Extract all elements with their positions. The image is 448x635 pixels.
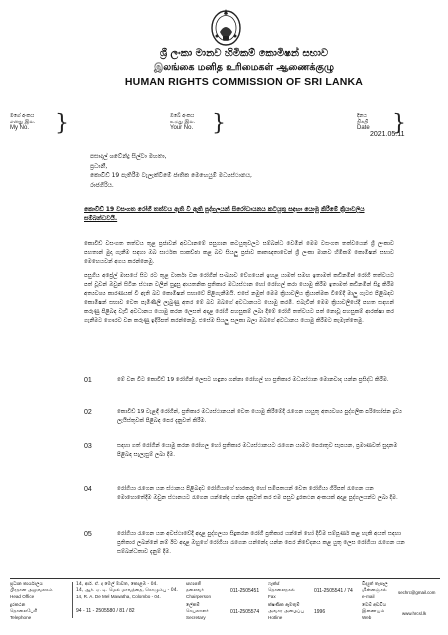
- item-number: 01: [84, 377, 92, 384]
- fax-value: 011-2505541 / 74: [314, 588, 353, 594]
- email-en: e-mail: [362, 594, 375, 599]
- your-number-brace: }: [212, 111, 226, 136]
- chair-si: සභාපති: [186, 582, 202, 587]
- my-number-label-si: මගේ අංකය: [10, 113, 35, 119]
- tel-en: Telephone: [10, 615, 32, 620]
- item-text: මේ වන විට කොවිඩ් 19 රෝගීන් ලෙසට හඳුනා ගන්නා රෝහල් හා ප්‍රතිකාර මධ්‍යස්ථාන මොනවාද යන්න ප්‍රසිද්ධ කිරීම.: [117, 377, 389, 383]
- footer-hotline-label: [268, 603, 314, 621]
- footer-head-office-label: [10, 582, 70, 600]
- sec-si: ලේකම්: [186, 603, 200, 608]
- telephone-value: 94 - 11 - 2505580 / 81 / 82: [76, 608, 135, 614]
- email-ta: மின்னஞ்சல்: [362, 588, 387, 593]
- your-number-block: [170, 113, 195, 131]
- footer-web-label: [362, 603, 402, 621]
- footer-address: [76, 582, 186, 600]
- address-line: ප්‍රධානී,: [90, 162, 108, 170]
- footer-email-label: [362, 582, 402, 600]
- item-text: කොවිඩ් 19 වැළඳී රෝගීන්, ප්‍රතිකාර මධ්‍යස්ථානයන් වෙත යොමු කිරීමේදී රැගෙන යායුතු අත්‍යවශ්‍ය පුද්ගලික පරිභෝජන ද්‍රව්‍ය ලැයිස්තුවක් පිළිබඳ පෙර දැනුවත් කිරීම.: [117, 409, 402, 424]
- item-text: රෝගියා රැගෙන යන ස්ථානය පිළිබඳව රෝගියාගේ භාරකරු හෝ සමීපතයන් වෙත රෝගියා ගිරිපත් රැගෙන යන මොහොතේදීම ඔවුන ස්ථානයට රැගෙන යන්නේද යන්න දැනුවත් කර එම පසුව දුරකථන අංකයක් අදාළ පුද්ගලයන්ට ලබා දීම.: [117, 486, 398, 501]
- letter-subject: කොවිඩ් 19 වසංගත රෝගී තත්වය ඇති වී ඇති පුද්ගලයන් සිරෝධායනය කටයුතු සඳහා යොමු කිරීමේ ක්‍රියාවලිය සම්බන්ධවයි.: [84, 206, 365, 222]
- body-paragraph-1: කොවිඩ් වසංගත තත්වය තුළ ප්‍රජාවන් අවධානමේ පසුගාන කටයුතුවලට සම්බන්ධ වෙමින් මෙම වසංගත තත්වයෙන් ශ්‍රී ලංකාව පහතාන් මුදා ගැනීම සඳහා ඔබ සාර්ථක සාකච්ඡා කළ බව සියලු ප්‍රජාව කෘතඥතාවෙන් ශ්‍රී ලංකා මානව හිමිකම් කොමිෂන් සභාව මෙහෙයවන් අගය කරන්නෙමු.: [84, 241, 394, 265]
- sec-en: Secretary: [186, 615, 206, 620]
- secretary-value: 011-2505574: [230, 609, 260, 615]
- your-number-label-si: ඔබේ අංකය: [170, 113, 195, 119]
- chair-ta: தலைவர்: [186, 588, 204, 593]
- email-value[interactable]: sechrc@gmail.com: [398, 590, 436, 595]
- org-name-sinhala: ශ්‍රී ලංකා මානව හිමිකම් කොමිෂන් සභාව: [159, 48, 329, 59]
- date-label-en: Date: [357, 125, 370, 131]
- date-label-si: දිනය: [357, 113, 367, 119]
- tel-ta: தொலைபேசி: [10, 609, 38, 614]
- item-number: 03: [84, 443, 92, 450]
- date-label-ta: திகதி: [357, 119, 369, 125]
- footer-fax-label: [268, 582, 314, 600]
- national-emblem-logo: [209, 6, 243, 48]
- item-text: සඳහා ගත් රෝගීන් යොමු කරන රෝහල හෝ ප්‍රතිකාර මධ්‍යස්ථානයට රැගෙන යාමට පෙරාතුව සැපයන, ප්‍රමාණවත් සුදානම පිළිබඳ සැලැසුම් ලබා දීම.: [117, 443, 398, 458]
- address-si: 14, ආර්. ඒ. ද මෙල් මාවත, කොළඹ - 04.: [76, 582, 158, 587]
- head-office-en: Head Office: [10, 594, 35, 599]
- address-line: කොවිඩ් 19 පැතිරීම වැලැක්වීමේ ජාතික මෙහෙයුම් මධ්‍යස්ථානය,: [90, 172, 252, 179]
- recipient-address: [90, 152, 390, 190]
- body-paragraph-2: පසුගිය අප්‍රේල් මාසයේ සිට රට තුළ වාර්තා වන රෝගීන් සංඛ්‍යාව වේගයෙන් ඉහළ යාමත් සමඟ ඉතාමත් කඩිනමින් රෝගී තත්වයට පත් වූවන් ඔවුන් සිටින ස්ථාන වලින් සුදුසු ආයතනික ප්‍රතිකාර මධ්‍යස්ථාන හෝ රෝහල් කරා යොමු කිරීම ඉතාමත් කඩිනමින් සිදු කිරීම අත්‍යවශ්‍ය කාරණයක් වී ඇති බව කොමිෂන් සභාවේ පිළිගැනීමයි. එසේ නමුත් මෙම ක්‍රියාවලිය ක්‍රියාත්මක වීමේදී මාලු ගැටළු පිළිබඳව කොමිෂන් සභාව වෙත පැමිණිලි ලැබුණු අතර මේ බව ඔබගේ අවධානයට යොමු කරමි. එබැවින් මෙම ක්‍රියාවලියේදී පහත සඳහන් කරුණු පිළිබඳ වැඩි අවධානය යොමු කරන ලෙසත් අදාළ රෝගී පහසුකම් ලබා දීමේ රෝගී තත්වයට පත් නොවූ පහසුකම් ආරක්ෂා කර ගැනීමට ගෞරව වන කරුණු ඉදිරිපත් කරන්නෙමු. එසේම සියලු සලකා බලා ඔබගේ අවධානය යොමු කිරීමට කැමැත්තෙමු.: [84, 273, 394, 324]
- date-brace: }: [392, 111, 406, 136]
- hotline-en: Hotline: [268, 615, 283, 620]
- my-number-brace: }: [55, 111, 69, 136]
- item-text: රෝගියා රැගෙන යන අවස්ථාවේදී අදාළ පුද්ගලයා සිදුකරන රෝගී ප්‍රතිකාර යන්නේ හෝ දිවීම සම්පූර්ණ කළ හැකි අයත් සඳහා ප්‍රතිකාර ලබන්නේ නම් ඊට අදාළ ඔහුගේ රෝගියා රැගෙන යන්නේද යන්න පෙර නිවේදනය කළ යුතු ලෙස රෝගියා රැගෙන යන සම්බන්ධතාව දැනුම් දීම.: [117, 531, 405, 555]
- tel-si: දුරකථන: [10, 603, 26, 608]
- chair-value: 011-2505451: [230, 588, 260, 594]
- your-number-label-ta: உமது இல.: [170, 119, 196, 125]
- email-si: විද්‍යුත් තැපෑල: [362, 582, 388, 587]
- address-ta: 14, ஆர். ஏ. டி. மெல் மாவத்தை, கொழும்பு - 04.: [76, 588, 179, 593]
- org-name-english: HUMAN RIGHTS COMMISSION OF SRI LANKA: [124, 76, 364, 88]
- date-block: [357, 113, 370, 131]
- web-si: වෙබ් අඩවිය: [362, 603, 387, 608]
- hotline-si: ක්ෂණික ඇමතුම්: [268, 603, 300, 608]
- item-number: 02: [84, 409, 92, 416]
- address-line: රාජගිරිය.: [90, 181, 114, 189]
- your-number-label-en: Your No.: [170, 125, 194, 131]
- fax-si: ෆැක්ස්: [268, 582, 280, 587]
- hotline-value: 1996: [314, 609, 326, 615]
- footer-secretary-label: [186, 603, 226, 621]
- web-value[interactable]: www.hrcsl.lk: [402, 611, 427, 616]
- web-ta: இணையம்: [362, 609, 385, 614]
- footer-separator: [72, 582, 73, 618]
- footer-divider: [10, 578, 440, 579]
- date-value: 2021.05.11: [370, 131, 405, 138]
- chair-en: Chairperson: [186, 594, 212, 599]
- footer-telephone-label: [10, 603, 70, 621]
- item-number: 04: [84, 486, 92, 493]
- address-line: පසාදල් ශවේන්ද්‍ර සිල්වා මහතා,: [90, 153, 167, 160]
- footer-chair-label: [186, 582, 226, 600]
- sec-ta: செயலாளர்: [186, 609, 209, 614]
- item-number: 05: [84, 531, 92, 538]
- hotline-ta: அவசர அழைப்பு: [268, 609, 304, 614]
- fax-en: Fax: [268, 594, 276, 599]
- web-en: Web: [362, 615, 372, 620]
- address-en: 14, R. A. De Mel Mawatha, Colombo - 04.: [76, 594, 161, 599]
- fax-ta: தொலைநகல்: [268, 588, 295, 593]
- my-number-label-ta: எனது இல.: [10, 119, 36, 125]
- head-office-si: ප්‍රධාන කාර්යාලය: [10, 582, 43, 587]
- head-office-ta: பிரதான அலுவலகம்: [10, 588, 53, 593]
- org-name-tamil: இலங்கை மனித உரிமைகள் ஆணைக்குழு: [153, 62, 335, 73]
- my-number-block: [10, 113, 35, 131]
- my-number-label-en: My No.: [10, 125, 30, 131]
